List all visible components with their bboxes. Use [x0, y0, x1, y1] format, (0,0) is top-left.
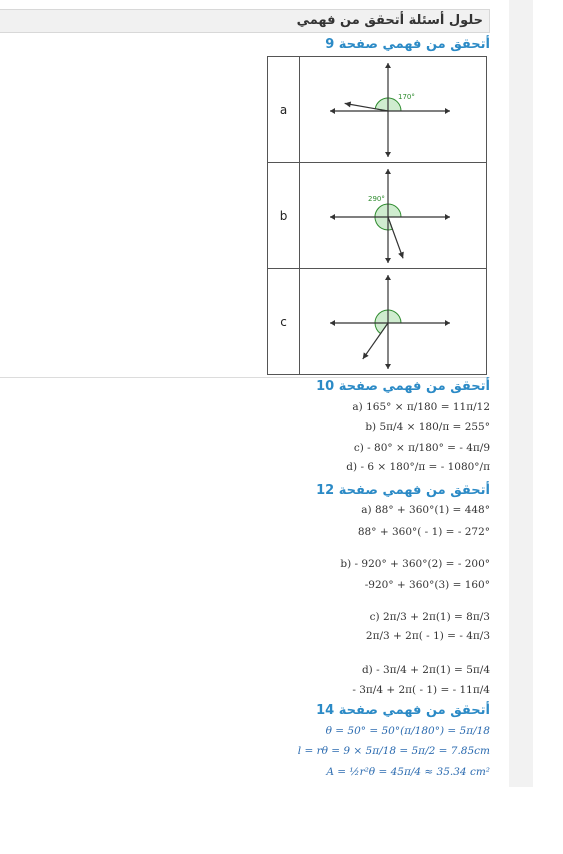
axes-diagram: [300, 269, 486, 374]
axis-arrowhead: [445, 214, 450, 220]
equation-line: b) - 920° + 360°(2) = - 200°: [340, 558, 490, 570]
equation-line: 2π/3 + 2π( - 1) = - 4π/3: [365, 630, 490, 642]
table-row: [268, 163, 487, 269]
equation-line: d) - 6 × 180°/π = - 1080°/π: [346, 461, 490, 473]
axis-arrowhead: [385, 364, 391, 369]
axis-arrowhead: [330, 320, 335, 326]
axis-arrowhead: [385, 169, 391, 174]
divider: [0, 377, 490, 378]
axis-arrowhead: [385, 258, 391, 263]
equation-line: l = rθ = 9 × 5π/18 = 5π/2 = 7.85cm: [297, 745, 490, 757]
axes-diagram: [300, 163, 486, 268]
equation-line: a) 88° + 360°(1) = 448°: [361, 504, 490, 516]
row-label: c: [268, 269, 300, 375]
row-label: b: [268, 163, 300, 269]
equation-line: A = ½r²θ = 45π/4 ≈ 35.34 cm²: [326, 766, 490, 778]
terminal-side: [388, 217, 403, 258]
axis-arrowhead: [330, 108, 335, 114]
heading-page-9: أتحقق من فهمي صفحة 9: [325, 37, 490, 52]
equation-line: c) 2π/3 + 2π(1) = 8π/3: [369, 611, 490, 623]
axis-arrowhead: [385, 152, 391, 157]
angle-figure-c: [300, 269, 487, 375]
axis-arrowhead: [385, 275, 391, 280]
terminal-side: [363, 323, 388, 359]
table-row: [268, 57, 487, 163]
axes-diagram: [300, 57, 486, 162]
ray-arrowhead: [345, 101, 351, 107]
angle-figure-a: [300, 57, 487, 163]
axis-arrowhead: [445, 320, 450, 326]
page-title: حلول أسئلة أتحقق من فهمي: [296, 13, 483, 28]
heading-page-12: أتحقق من فهمي صفحة 12: [316, 483, 490, 498]
axis-arrowhead: [330, 214, 335, 220]
angle-label: 290°: [368, 195, 385, 203]
axis-arrowhead: [445, 108, 450, 114]
table-row: [268, 269, 487, 375]
equation-line: - 3π/4 + 2π( - 1) = - 11π/4: [352, 684, 490, 696]
angle-label: 170°: [398, 93, 415, 101]
title-bar: [0, 9, 490, 33]
equation-line: a) 165° × π/180 = 11π/12: [352, 401, 490, 413]
heading-page-14: أتحقق من فهمي صفحة 14: [316, 703, 490, 718]
ray-arrowhead: [363, 352, 369, 359]
page-gutter: [509, 0, 533, 787]
equation-line: -920° + 360°(3) = 160°: [364, 579, 490, 591]
angle-figure-b: [300, 163, 487, 269]
equation-line: b) 5π/4 × 180/π = 255°: [365, 421, 490, 433]
equation-line: c) - 80° × π/180° = - 4π/9: [353, 442, 490, 454]
angles-table: [267, 56, 487, 375]
equation-line: θ = 50° = 50°(π/180°) = 5π/18: [325, 725, 490, 737]
row-label: a: [268, 57, 300, 163]
equation-line: d) - 3π/4 + 2π(1) = 5π/4: [361, 664, 490, 676]
heading-page-10: أتحقق من فهمي صفحة 10: [316, 379, 490, 394]
equation-line: 88° + 360°( - 1) = - 272°: [357, 526, 490, 538]
axis-arrowhead: [385, 63, 391, 68]
